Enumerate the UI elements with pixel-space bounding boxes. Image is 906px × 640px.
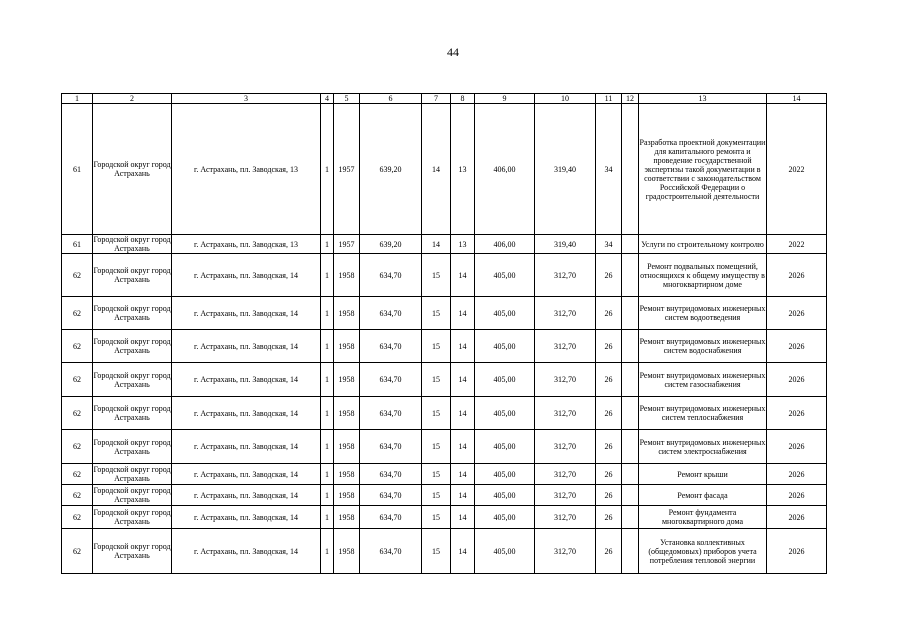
cell-col7: 15 <box>422 485 451 506</box>
cell-number: 62 <box>62 485 93 506</box>
register-table <box>61 93 827 574</box>
cell-period: 2026 <box>767 297 827 330</box>
table-row <box>62 363 827 397</box>
cell-col7: 15 <box>422 506 451 529</box>
cell-municipality: Городской округ город Астрахань <box>93 465 171 483</box>
cell-col7: 15 <box>422 330 451 363</box>
cell-col8: 13 <box>451 235 475 254</box>
cell-col8: 14 <box>451 363 475 397</box>
cell-col9: 405,00 <box>475 254 535 297</box>
cell-col9: 405,00 <box>475 464 535 485</box>
cell-col11: 26 <box>596 485 622 506</box>
cell-number: 61 <box>62 104 93 235</box>
cell-year: 1958 <box>334 485 360 506</box>
cell-year: 1958 <box>334 430 360 464</box>
column-header: 10 <box>535 94 596 104</box>
cell-col8: 13 <box>451 104 475 235</box>
column-header: 7 <box>422 94 451 104</box>
cell-col8: 14 <box>451 397 475 430</box>
cell-col10: 312,70 <box>535 506 596 529</box>
cell-col12 <box>622 104 639 235</box>
cell-col4: 1 <box>321 297 334 330</box>
cell-col12 <box>622 363 639 397</box>
table-row <box>62 254 827 297</box>
cell-year: 1958 <box>334 397 360 430</box>
cell-col4: 1 <box>321 430 334 464</box>
cell-col6: 634,70 <box>360 506 422 529</box>
column-number-row <box>62 94 827 104</box>
cell-municipality: Городской округ город Астрахань <box>93 363 172 397</box>
cell-col11: 26 <box>596 430 622 464</box>
cell-col9: 406,00 <box>475 235 535 254</box>
cell-col10: 312,70 <box>535 397 596 430</box>
column-header: 8 <box>451 94 475 104</box>
cell-municipality: Городской округ город Астрахань <box>93 235 171 253</box>
cell-col6: 634,70 <box>360 297 422 330</box>
table-row <box>62 104 827 235</box>
cell-col12 <box>622 485 639 506</box>
cell-col11: 34 <box>596 235 622 254</box>
cell-col8: 14 <box>451 506 475 529</box>
cell-col4: 1 <box>321 529 334 574</box>
cell-number: 62 <box>62 297 93 330</box>
cell-address: г. Астрахань, пл. Заводская, 14 <box>172 464 321 485</box>
cell-year: 1958 <box>334 464 360 485</box>
cell-number: 62 <box>62 254 93 297</box>
cell-municipality: Городской округ город Астрахань <box>93 254 172 297</box>
cell-work-type: Ремонт внутридомовых инженерных систем водоснабжения <box>639 330 767 363</box>
cell-number: 62 <box>62 363 93 397</box>
column-header: 5 <box>334 94 360 104</box>
cell-col8: 14 <box>451 529 475 574</box>
cell-col11: 26 <box>596 297 622 330</box>
cell-work-type: Ремонт крыши <box>639 464 767 485</box>
cell-col11: 26 <box>596 529 622 574</box>
table-row <box>62 430 827 464</box>
cell-work-type: Ремонт внутридомовых инженерных систем электроснабжения <box>639 430 767 464</box>
cell-work-type: Ремонт внутридомовых инженерных систем газоснабжения <box>639 363 767 397</box>
cell-col6: 634,70 <box>360 464 422 485</box>
cell-col4: 1 <box>321 397 334 430</box>
cell-col9: 405,00 <box>475 430 535 464</box>
cell-col8: 14 <box>451 485 475 506</box>
cell-address: г. Астрахань, пл. Заводская, 14 <box>172 330 321 363</box>
cell-col9: 405,00 <box>475 330 535 363</box>
cell-period: 2026 <box>767 397 827 430</box>
cell-col6: 639,20 <box>360 104 422 235</box>
cell-number: 62 <box>62 506 93 529</box>
cell-col6: 634,70 <box>360 485 422 506</box>
cell-col4: 1 <box>321 506 334 529</box>
cell-col7: 15 <box>422 397 451 430</box>
cell-col6: 634,70 <box>360 430 422 464</box>
cell-col11: 26 <box>596 330 622 363</box>
column-header: 14 <box>767 94 827 104</box>
cell-col7: 15 <box>422 254 451 297</box>
cell-col8: 14 <box>451 254 475 297</box>
cell-col9: 405,00 <box>475 529 535 574</box>
cell-col10: 312,70 <box>535 430 596 464</box>
cell-address: г. Астрахань, пл. Заводская, 14 <box>172 506 321 529</box>
cell-col12 <box>622 254 639 297</box>
cell-col12 <box>622 235 639 254</box>
cell-period: 2026 <box>767 363 827 397</box>
cell-address: г. Астрахань, пл. Заводская, 13 <box>172 235 321 254</box>
cell-municipality: Городской округ город Астрахань <box>93 104 172 235</box>
table-row <box>62 464 827 485</box>
cell-number: 62 <box>62 397 93 430</box>
cell-col11: 26 <box>596 397 622 430</box>
cell-col10: 312,70 <box>535 529 596 574</box>
cell-col10: 312,70 <box>535 330 596 363</box>
cell-col6: 634,70 <box>360 529 422 574</box>
cell-col7: 14 <box>422 104 451 235</box>
cell-number: 62 <box>62 430 93 464</box>
cell-address: г. Астрахань, пл. Заводская, 14 <box>172 363 321 397</box>
cell-work-type: Ремонт внутридомовых инженерных систем водоотведения <box>639 297 767 330</box>
cell-municipality: Городской округ город Астрахань <box>93 330 172 363</box>
table-row <box>62 397 827 430</box>
cell-col7: 15 <box>422 363 451 397</box>
cell-col8: 14 <box>451 430 475 464</box>
cell-work-type: Разработка проектной документации для капитального ремонта и проведение государственной экспертизы такой документации в соответствии с законодательством Российской Федерации о градостроительной деятельности <box>639 104 767 235</box>
column-header: 12 <box>622 94 639 104</box>
column-header: 9 <box>475 94 535 104</box>
cell-municipality: Городской округ город Астрахань <box>93 297 172 330</box>
cell-number: 62 <box>62 464 93 485</box>
cell-col6: 634,70 <box>360 363 422 397</box>
cell-col10: 312,70 <box>535 297 596 330</box>
cell-work-type: Ремонт внутридомовых инженерных систем теплоснабжения <box>639 397 767 430</box>
cell-year: 1958 <box>334 363 360 397</box>
cell-year: 1958 <box>334 330 360 363</box>
column-header: 2 <box>93 94 172 104</box>
cell-col11: 26 <box>596 506 622 529</box>
cell-period: 2022 <box>767 104 827 235</box>
column-header: 3 <box>172 94 321 104</box>
cell-year: 1958 <box>334 254 360 297</box>
cell-col10: 319,40 <box>535 235 596 254</box>
cell-year: 1957 <box>334 235 360 254</box>
cell-year: 1957 <box>334 104 360 235</box>
cell-work-type: Ремонт подвальных помещений, относящихся к общему имуществу в многоквартирном доме <box>639 254 767 297</box>
page-number: 44 <box>447 45 459 59</box>
cell-municipality: Городской округ город Астрахань <box>93 529 172 574</box>
cell-col12 <box>622 464 639 485</box>
cell-address: г. Астрахань, пл. Заводская, 14 <box>172 397 321 430</box>
cell-address: г. Астрахань, пл. Заводская, 14 <box>172 297 321 330</box>
cell-col10: 312,70 <box>535 485 596 506</box>
cell-col9: 405,00 <box>475 506 535 529</box>
cell-col6: 634,70 <box>360 254 422 297</box>
cell-col12 <box>622 506 639 529</box>
table-row <box>62 529 827 574</box>
cell-period: 2026 <box>767 430 827 464</box>
cell-col4: 1 <box>321 330 334 363</box>
cell-municipality: Городской округ город Астрахань <box>93 430 172 464</box>
cell-work-type: Услуги по строительному контролю <box>639 235 767 254</box>
cell-municipality: Городской округ город Астрахань <box>93 486 171 504</box>
cell-col4: 1 <box>321 363 334 397</box>
cell-col7: 15 <box>422 529 451 574</box>
column-header: 4 <box>321 94 334 104</box>
table-row <box>62 506 827 529</box>
cell-col6: 639,20 <box>360 235 422 254</box>
cell-col10: 319,40 <box>535 104 596 235</box>
cell-col4: 1 <box>321 485 334 506</box>
cell-col11: 34 <box>596 104 622 235</box>
cell-municipality: Городской округ город Астрахань <box>93 397 172 430</box>
cell-period: 2026 <box>767 485 827 506</box>
cell-municipality: Городской округ город Астрахань <box>93 506 172 529</box>
cell-col11: 26 <box>596 254 622 297</box>
cell-period: 2026 <box>767 464 827 485</box>
column-header: 1 <box>62 94 93 104</box>
cell-col12 <box>622 297 639 330</box>
cell-address: г. Астрахань, пл. Заводская, 14 <box>172 529 321 574</box>
cell-address: г. Астрахань, пл. Заводская, 14 <box>172 430 321 464</box>
table-row <box>62 485 827 506</box>
cell-address: г. Астрахань, пл. Заводская, 14 <box>172 485 321 506</box>
cell-col12 <box>622 529 639 574</box>
cell-col9: 405,00 <box>475 485 535 506</box>
cell-number: 62 <box>62 330 93 363</box>
cell-col7: 15 <box>422 430 451 464</box>
cell-col8: 14 <box>451 464 475 485</box>
cell-col4: 1 <box>321 235 334 254</box>
cell-number: 61 <box>62 235 93 254</box>
cell-work-type: Установка коллективных (общедомовых) приборов учета потребления тепловой энергии <box>639 529 767 574</box>
cell-period: 2026 <box>767 254 827 297</box>
cell-work-type: Ремонт фундамента многоквартирного дома <box>639 506 767 529</box>
cell-year: 1958 <box>334 506 360 529</box>
cell-col7: 15 <box>422 464 451 485</box>
cell-col9: 405,00 <box>475 297 535 330</box>
table-row <box>62 330 827 363</box>
column-header: 11 <box>596 94 622 104</box>
table-row <box>62 235 827 254</box>
cell-col12 <box>622 430 639 464</box>
column-header: 13 <box>639 94 767 104</box>
cell-col4: 1 <box>321 104 334 235</box>
cell-col10: 312,70 <box>535 254 596 297</box>
cell-col6: 634,70 <box>360 397 422 430</box>
table-row <box>62 297 827 330</box>
cell-col9: 405,00 <box>475 397 535 430</box>
cell-col4: 1 <box>321 254 334 297</box>
cell-period: 2026 <box>767 529 827 574</box>
cell-col12 <box>622 397 639 430</box>
cell-col7: 15 <box>422 297 451 330</box>
cell-address: г. Астрахань, пл. Заводская, 13 <box>172 104 321 235</box>
cell-col12 <box>622 330 639 363</box>
cell-period: 2026 <box>767 506 827 529</box>
cell-work-type: Ремонт фасада <box>639 485 767 506</box>
cell-year: 1958 <box>334 529 360 574</box>
cell-col9: 406,00 <box>475 104 535 235</box>
cell-col4: 1 <box>321 464 334 485</box>
cell-col10: 312,70 <box>535 363 596 397</box>
cell-col8: 14 <box>451 330 475 363</box>
cell-col8: 14 <box>451 297 475 330</box>
cell-period: 2022 <box>767 235 827 254</box>
cell-col11: 26 <box>596 464 622 485</box>
column-header: 6 <box>360 94 422 104</box>
cell-col9: 405,00 <box>475 363 535 397</box>
cell-col11: 26 <box>596 363 622 397</box>
cell-period: 2026 <box>767 330 827 363</box>
cell-year: 1958 <box>334 297 360 330</box>
cell-col7: 14 <box>422 235 451 254</box>
cell-col6: 634,70 <box>360 330 422 363</box>
cell-col10: 312,70 <box>535 464 596 485</box>
table-body <box>62 104 827 574</box>
cell-number: 62 <box>62 529 93 574</box>
cell-address: г. Астрахань, пл. Заводская, 14 <box>172 254 321 297</box>
